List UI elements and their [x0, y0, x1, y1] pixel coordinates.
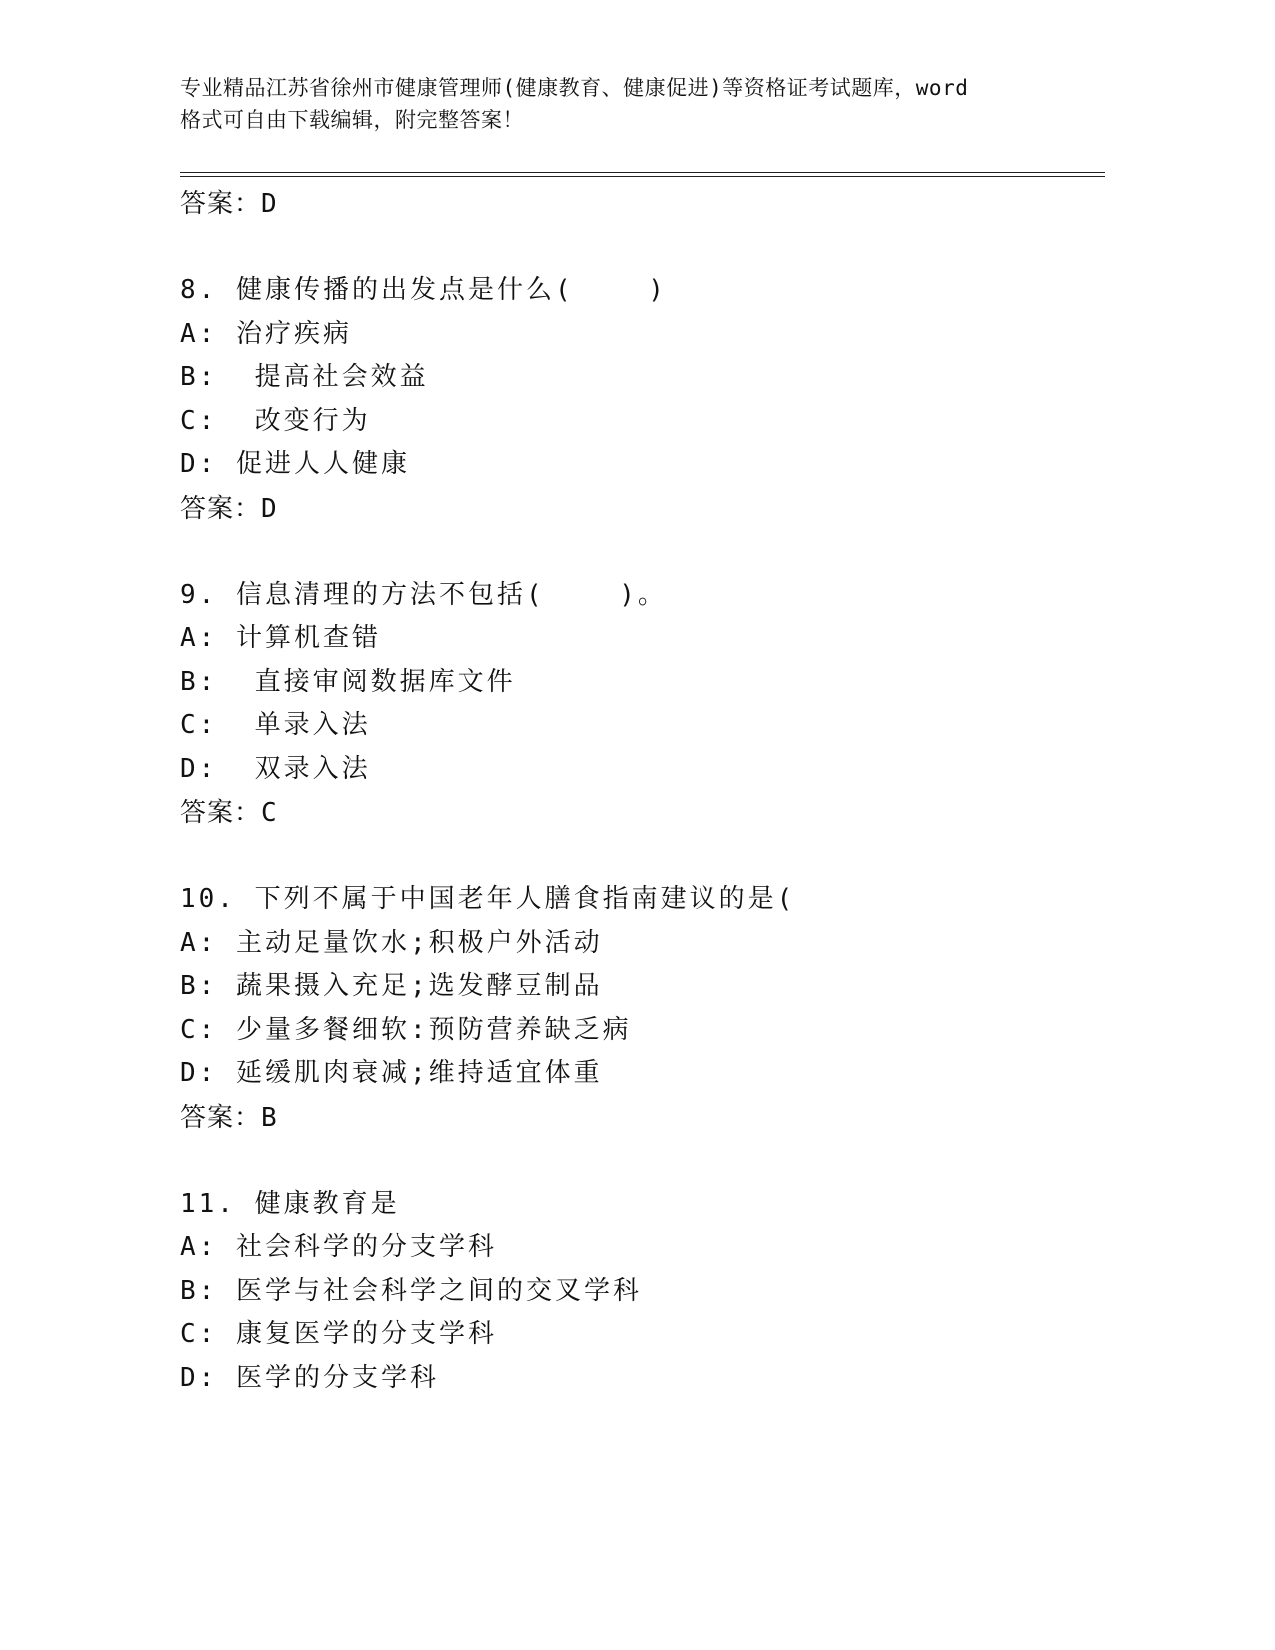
option-d: D: 延缓肌肉衰减;维持适宜体重	[180, 1058, 603, 1088]
question-block	[180, 1183, 1120, 1401]
option-c: C: 少量多餐细软:预防营养缺乏病	[180, 1014, 632, 1045]
option-d: D: 医学的分支学科	[180, 1362, 439, 1393]
answer-value: C	[261, 798, 278, 828]
option-c: C: 单录入法	[180, 710, 371, 740]
answer-line	[180, 791, 1120, 835]
option-a: A: 计算机查错	[180, 623, 381, 653]
answer-label: 答案：	[180, 493, 262, 524]
answer-value: D	[261, 189, 278, 219]
question-text: 11. 健康教育是	[180, 1188, 400, 1219]
header-line-2: 格式可自由下载编辑，附完整答案！	[180, 108, 524, 132]
option-b: B: 提高社会效益	[180, 362, 429, 392]
question-block	[180, 878, 1120, 1140]
option-b: B: 直接审阅数据库文件	[180, 666, 516, 697]
option-a: A: 社会科学的分支学科	[180, 1232, 497, 1262]
answer-line	[180, 487, 1120, 531]
question-text: 10. 下列不属于中国老年人膳食指南建议的是(	[180, 884, 796, 914]
option-c: C: 康复医学的分支学科	[180, 1319, 497, 1349]
option-a: A: 主动足量饮水;积极户外活动	[180, 927, 603, 958]
answer-value: D	[261, 493, 278, 524]
answer-label: 答案：	[180, 189, 262, 219]
question-block	[180, 269, 1120, 531]
question-block	[180, 574, 1120, 836]
option-b: B: 蔬果摄入充足;选发酵豆制品	[180, 971, 603, 1001]
answer-value: B	[261, 1102, 278, 1133]
header-line-1: 专业精品江苏省徐州市健康管理师(健康教育、健康促进)等资格证考试题库，word	[180, 76, 969, 100]
option-c: C: 改变行为	[180, 405, 371, 436]
header-divider-top	[180, 172, 1105, 173]
answer-line	[180, 1096, 1120, 1140]
option-a: A: 治疗疾病	[180, 318, 352, 349]
answer-label: 答案：	[180, 1102, 262, 1133]
option-b: B: 医学与社会科学之间的交叉学科	[180, 1275, 642, 1306]
question-list	[180, 182, 1120, 1400]
option-d: D: 促进人人健康	[180, 449, 410, 479]
answer-label: 答案：	[180, 798, 262, 828]
header-divider-bottom	[180, 176, 1105, 177]
page-header	[180, 72, 1080, 136]
question-text: 8. 健康传播的出发点是什么( )	[180, 275, 667, 305]
question-text: 9. 信息清理的方法不包括( )。	[180, 579, 667, 610]
answer-line	[180, 182, 1120, 226]
option-d: D: 双录入法	[180, 753, 371, 784]
